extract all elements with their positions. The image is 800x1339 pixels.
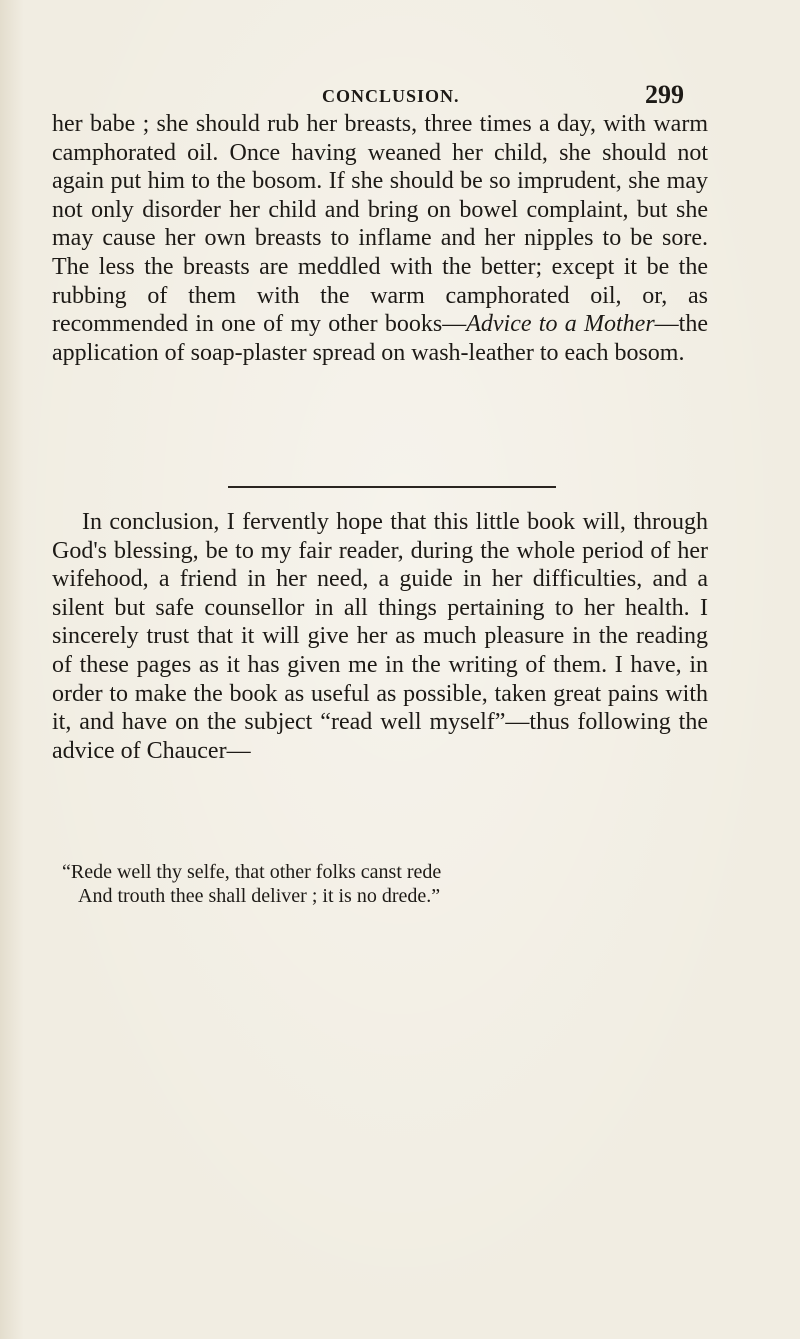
- quote-line-2: And trouth thee shall deliver ; it is no drede.”: [78, 885, 441, 907]
- paragraph-text-after-title: —the application of soap-plaster spread on wash-leather to each bosom.: [52, 311, 708, 366]
- chaucer-quotation: [62, 860, 702, 908]
- paragraph-text-before-title: her babe ; she should rub her breasts, three times a day, with warm camphorated oil. Once having weaned her child, she should not again put him to the bosom. If she should be so imprudent, she may not only disorder her child and bring on bowel complaint, but she may cause her own breasts to inflame and her nipples to be sore. The less the breasts are meddled with the better; except it be the rubbing of them with the warm camphorated oil, or, as recommended in one of my other books—: [52, 111, 708, 338]
- page-edge-shadow: [0, 0, 24, 1339]
- page-header: [0, 80, 800, 110]
- paragraph-breast-care: [52, 110, 708, 367]
- book-title-reference: Advice to a Mother: [466, 311, 655, 338]
- paragraph-conclusion: In conclusion, I fervently hope that this little book will, through God's blessing, be to my fair reader, during the whole period of her wifehood, a friend in her need, a guide in her difficulties, and a silent but safe counsellor in all things pertaining to her health. I sincerely trust that it will give her as much pleasure in the reading of these pages as it has given me in the writing of them. I have, in order to make the book as useful as possible, taken great pains with it, and have on the subject “read well myself”—thus following the advice of Chaucer—: [52, 509, 708, 764]
- quote-line-1: “Rede well thy selfe, that other folks canst rede: [62, 861, 442, 883]
- running-head: CONCLUSION.: [322, 86, 460, 106]
- page-number: 299: [645, 80, 684, 109]
- section-divider: [228, 486, 556, 488]
